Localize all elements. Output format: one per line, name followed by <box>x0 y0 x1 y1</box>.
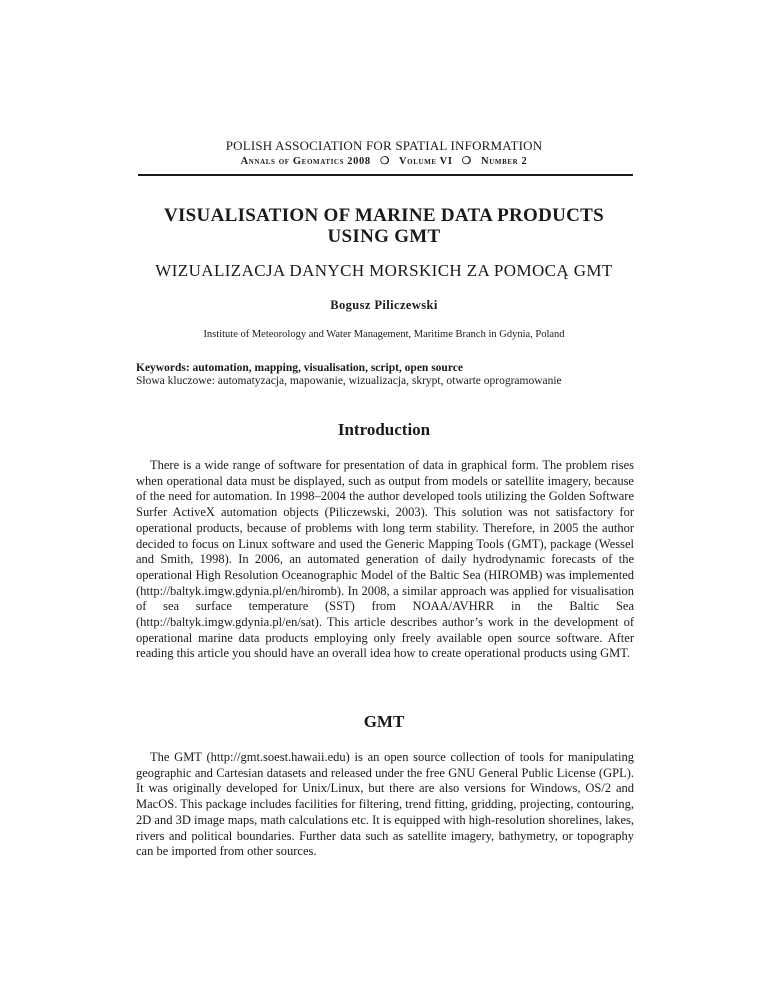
journal-series-line <box>0 155 768 167</box>
separator-icon: ❍ <box>461 156 472 167</box>
separator-icon: ❍ <box>379 156 390 167</box>
keywords-polish: Słowa kluczowe: automatyzacja, mapowanie, wizualizacja, skrypt, otwarte oprogramowanie <box>136 375 562 387</box>
association-header: POLISH ASSOCIATION FOR SPATIAL INFORMATION <box>225 138 543 153</box>
header-rule <box>138 174 633 176</box>
polish-title: WIZUALIZACJA DANYCH MORSKICH ZA POMOCĄ GMT <box>155 261 613 280</box>
keywords-english: Keywords: automation, mapping, visualisation, script, open source <box>136 362 463 374</box>
number-label: Number 2 <box>481 156 528 167</box>
title-line-2: USING GMT <box>327 226 441 247</box>
volume-label: Volume VI <box>399 156 453 167</box>
author-name: Bogusz Piliczewski <box>330 298 438 312</box>
paper-title <box>0 205 768 247</box>
series-name: Annals of Geomatics 2008 <box>240 156 371 167</box>
gmt-paragraph <box>136 750 634 860</box>
section-heading-gmt: GMT <box>363 712 405 731</box>
introduction-text: There is a wide range of software for presentation of data in graphical form. The problem rises when operational data must be displayed, such as output from models or satellite imagery, because of the need for automation. In 1998–2004 the author developed tools utilizing the Golden Software Surfer ActiveX automation objects (Piliczewski, 2003). This solution was not satisfactory for operational products, because of problems with long term stability. Therefore, in 2005 the author decided to focus on Linux software and used the Generic Mapping Tools (GMT), package (Wessel and Smith, 1998). In 2006, an automated generation of daily hydrodynamic forecasts of the operational High Resolution Oceanographic Model of the Baltic Sea (HIROMB) was implemented (http://baltyk.imgw.gdynia.pl/en/hiromb). In 2008, a similar approach was applied for visualisation of sea surface temperature (SST) from NOAA/AVHRR in the Baltic Sea (http://baltyk.imgw.gdynia.pl/en/sat). This article describes author’s work in the development of operational marine data products employing only freely available open source software. After reading this article you should have an overall idea how to create operational products using GMT. <box>136 458 634 661</box>
introduction-paragraph <box>136 458 634 662</box>
title-line-1: VISUALISATION OF MARINE DATA PRODUCTS <box>163 205 605 226</box>
author-affiliation: Institute of Meteorology and Water Management, Maritime Branch in Gdynia, Poland <box>203 329 565 340</box>
keywords-block <box>136 362 636 388</box>
section-heading-introduction: Introduction <box>337 420 431 439</box>
gmt-text: The GMT (http://gmt.soest.hawaii.edu) is an open source collection of tools for manipulating geographic and Cartesian datasets and released under the free GNU General Public License (GPL). It was originally developed for Unix/Linux, but there are also versions for Windows, OS/2 and MacOS. This package includes facilities for filtering, trend fitting, gridding, projecting, contouring, 2D and 3D image maps, math calculations etc. It is equipped with high-resolution shorelines, lakes, rivers and political boundaries. Further data such as satellite imagery, bathymetry, or topography can be imported from other sources. <box>136 750 634 859</box>
